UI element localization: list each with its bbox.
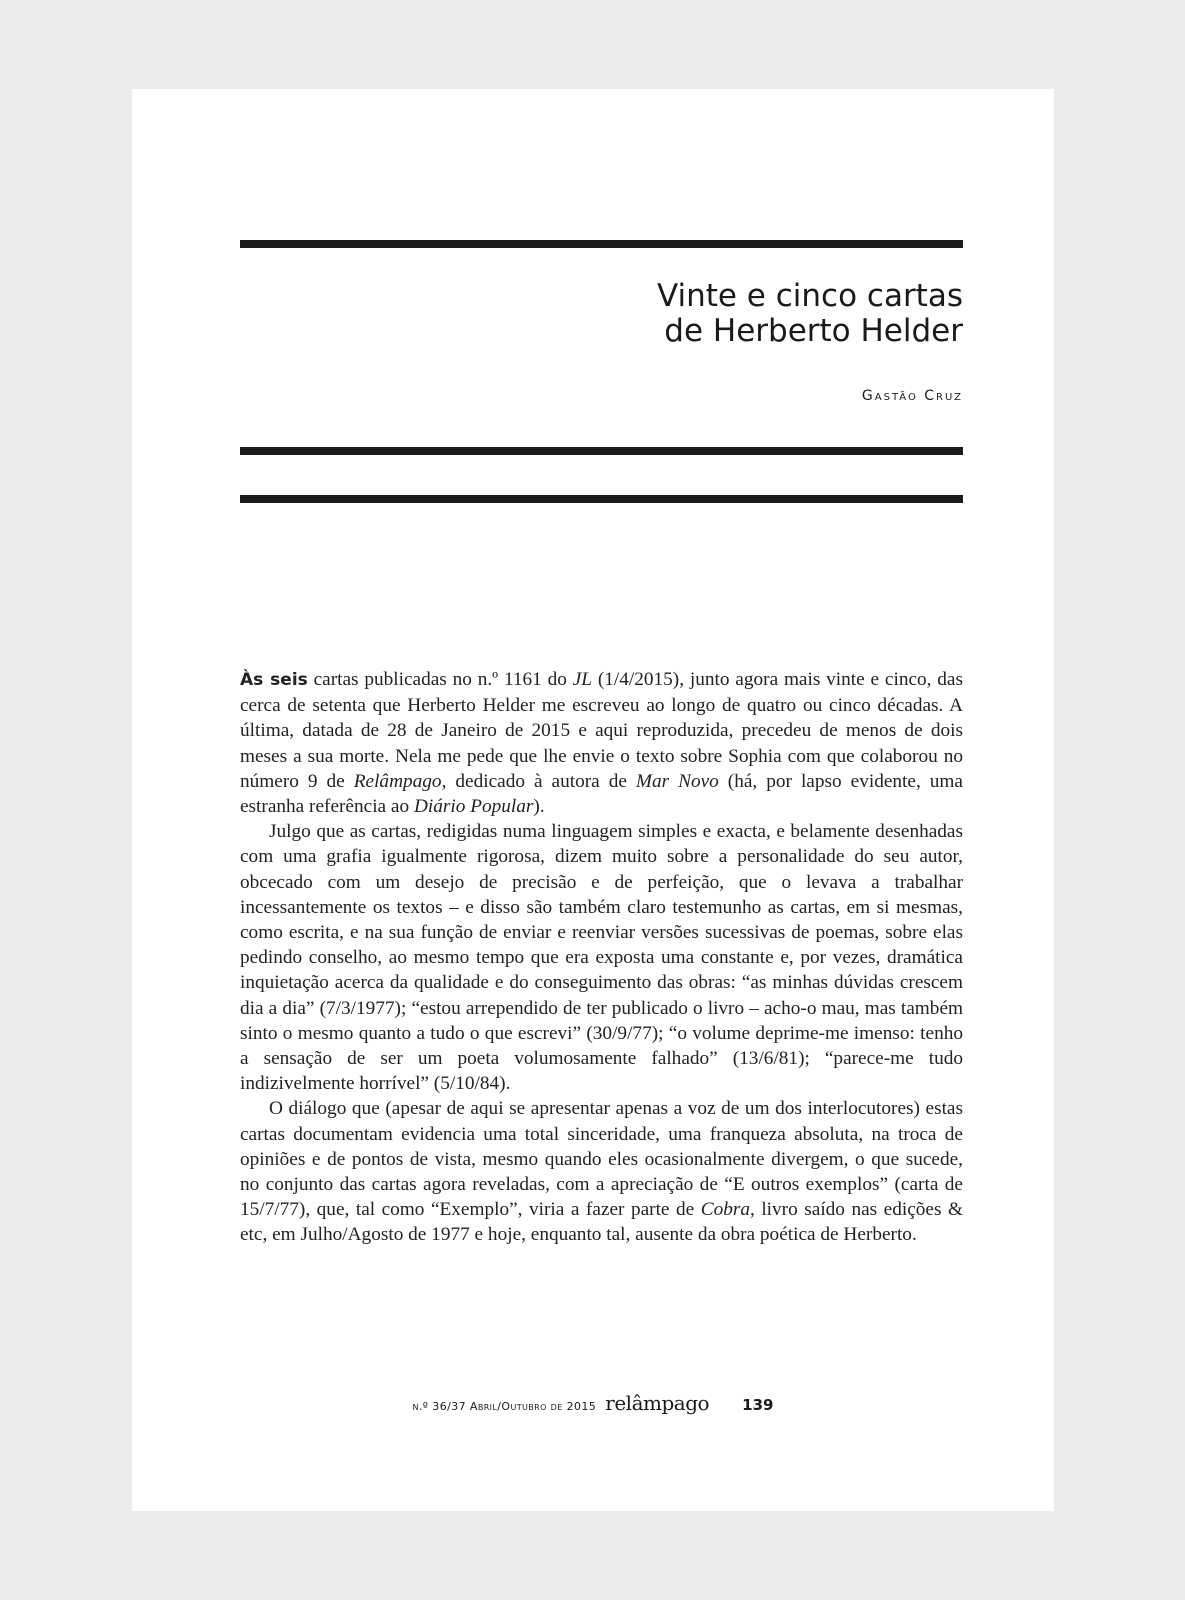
page-number: 139 — [742, 1396, 774, 1414]
italic-cobra: Cobra — [700, 1199, 750, 1221]
italic-relampago: Relâmpago — [353, 770, 442, 792]
text-run: cartas publicadas no n.º 1161 do — [307, 669, 573, 690]
lead-words: Às seis — [240, 670, 308, 690]
title-line-1: Vinte e cinco cartas — [656, 278, 963, 314]
middle-rule — [240, 447, 963, 455]
italic-mar-novo: Mar Novo — [635, 770, 719, 792]
article-body — [240, 667, 963, 1248]
text-run: (1/4/2015), junto agora mais vinte e cinco, das cerca de setenta que Herberto Helder me escreveu ao longo de quatro ou cinco décadas. A última, datada de 28 de Janeiro de 2015 e aqui reproduzida, precedeu de menos de dois meses a sua morte. Nela me pede que lhe envie o texto sobre Sophia com que colaborou no número 9 de — [240, 669, 963, 792]
text-run: , dedicado à autora de — [441, 770, 636, 792]
article-author: Gastão Cruz — [861, 388, 963, 404]
text-run: , livro saído nas edições & etc, em Julho/Agosto de 1977 e hoje, enquanto tal, ausente da obra poética de Herberto. — [240, 1199, 963, 1246]
page-footer — [132, 1391, 1054, 1415]
document-page — [132, 89, 1054, 1511]
magazine-logo: relâmpago — [605, 1391, 710, 1415]
italic-diario-popular: Diário Popular — [413, 796, 534, 818]
issue-info: n.º 36/37 Abril/Outubro de 2015 — [412, 1400, 597, 1413]
italic-jl: JL — [572, 669, 593, 690]
text-run: O diálogo que (apesar de aqui se apresentar apenas a voz de um dos interlocutores) estas cartas documentam evidencia uma total sinceridade, uma franqueza absoluta, na troca de opiniões e de pontos de vista, mesmo quando eles ocasionalmente divergem, o que sucede, no conjunto das cartas agora reveladas, com a apreciação de “E outros exemplos” (carta de 15/7/77), que, tal como “Exemplo”, viria a fazer parte de — [240, 1098, 963, 1221]
article-title — [657, 279, 963, 349]
paragraph-1 — [240, 667, 963, 819]
title-line-2: de Herberto Helder — [664, 313, 963, 349]
paragraph-2: Julgo que as cartas, redigidas numa linguagem simples e exacta, e belamente desenhadas com uma grafia igualmente rigorosa, dizem muito sobre a personalidade do seu autor, obcecado com um desejo de precisão e de perfeição, que o levava a trabalhar incessantemente os textos – e disso são também claro testemunho as cartas, em si mesmas, como escrita, e na sua função de enviar e reenviar versões sucessivas de poemas, sobre elas pedindo conselho, ao mesmo tempo que era exposta uma constante e, por vezes, dramática inquietação acerca da qualidade e do conseguimento das obras: “as minhas dúvidas crescem dia a dia” (7/3/1977); “estou arrependido de ter publicado o livro – acho-o mau, mas também sinto o mesmo quanto a tudo o que escrevi” (30/9/77); “o volume deprime-me imenso: tenho a sensação de ser um poeta volumosamente falhado” (13/6/81); “parece-me tudo indizivelmente horrível” (5/10/84). — [240, 821, 963, 1095]
text-run: ). — [533, 796, 545, 818]
top-rule — [240, 240, 963, 248]
bottom-rule — [240, 495, 963, 503]
text-run: (há, por lapso evidente, uma estranha referência ao — [240, 770, 963, 818]
paragraph-3 — [240, 1096, 963, 1247]
